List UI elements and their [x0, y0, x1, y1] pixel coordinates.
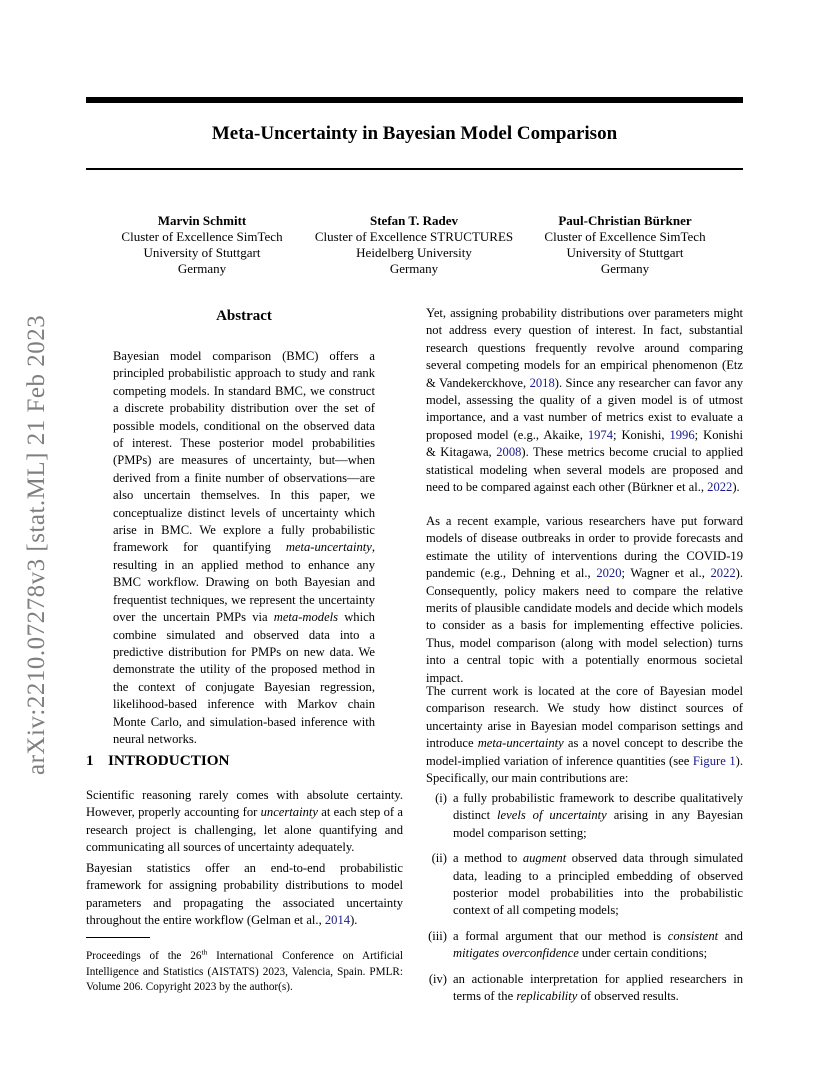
list-text: a method to augment observed data through simulated data, leading to a principled embedding of observed posterior model probabilities into the probabilistic context of all competing models;	[453, 851, 743, 918]
author-block	[510, 213, 740, 277]
abstract-heading: Abstract	[216, 308, 272, 324]
list-item	[426, 850, 743, 920]
paragraph: Bayesian statistics offer an end-to-end probabilistic framework for assigning probability distributions to model parameters and propagating the associated uncertainty throughout the entire workflow (Gelman et al., 2014).	[86, 861, 403, 928]
citation-link[interactable]: 2022	[710, 566, 736, 581]
list-label: (i)	[435, 791, 447, 805]
author-name: Paul-Christian Bürkner	[558, 213, 692, 228]
citation-link[interactable]: 2008	[496, 445, 522, 460]
citation-link[interactable]: 2020	[596, 566, 622, 581]
author-affiliation: Heidelberg University	[356, 245, 472, 260]
paragraph: The current work is located at the core of Bayesian model comparison research. We study how distinct sources of uncertainty arise in Bayesian model comparison settings and introduce meta-uncertainty as a novel concept to describe the model-implied variation of inference quantities (see Figure 1). Specifically, our main contributions are:	[426, 684, 743, 786]
paragraph: As a recent example, various researchers have put forward models of disease outbreaks in order to provide forecasts and estimate the utility of interventions during the COVID-19 pandemic (e.g., Dehning et al., 2020; Wagner et al., 2022). Consequently, policy makers need to compare the relative merits of plausible candidate models and decide which models to consider as a basis for implementing effective policies. Thus, model comparison (along with model selection) turns into a central topic with a potentially enormous societal impact.	[426, 514, 743, 685]
author-block	[87, 213, 317, 277]
author-affiliation: University of Stuttgart	[143, 245, 261, 260]
contribution-list	[426, 790, 743, 1013]
citation-link[interactable]: 1996	[669, 427, 695, 442]
author-country: Germany	[389, 261, 439, 276]
footnote-rule	[86, 937, 150, 938]
author-affiliation: Cluster of Excellence SimTech	[121, 229, 283, 244]
paragraph: Yet, assigning probability distributions over parameters might not address every question of interest. In fact, substantial research questions frequently revolve around comparing several competing models for an empirical phenomenon (Etz & Vandekerckhove, 2018). Since any researcher can favor any model, assessing the quality of a given model is of utmost importance, and a vast number of metrics exist to evaluate a proposed model (e.g., Akaike, 1974; Konishi, 1996; Konishi & Kitagawa, 2008). These metrics become crucial to applied statistical modeling when several models are proposed and need to be compared against each other (Bürkner et al., 2022).	[426, 306, 743, 495]
list-label: (iv)	[428, 971, 447, 986]
figure-link[interactable]: Figure 1	[692, 753, 736, 768]
section-heading: 1 INTRODUCTION	[86, 752, 230, 769]
title-rule-bottom	[86, 168, 743, 170]
list-text: a formal argument that our method is consistent and mitigates overconfidence under certain conditions;	[453, 928, 743, 961]
paper-title: Meta-Uncertainty in Bayesian Model Comparison	[211, 123, 618, 144]
author-affiliation: Cluster of Excellence SimTech	[544, 229, 706, 244]
list-item	[426, 790, 743, 842]
author-affiliation: Cluster of Excellence STRUCTURES	[314, 229, 514, 244]
citation-link[interactable]: 2022	[707, 480, 733, 495]
author-block	[299, 213, 529, 277]
author-name: Marvin Schmitt	[157, 213, 247, 228]
list-item	[426, 971, 743, 1006]
citation-link[interactable]: 2018	[529, 375, 555, 390]
title-rule-top	[86, 97, 743, 103]
arxiv-stamp: arXiv:2210.07278v3 [stat.ML] 21 Feb 2023	[23, 314, 50, 775]
list-label: (ii)	[431, 851, 447, 866]
list-text: an actionable interpretation for applied researchers in terms of the replicability of observed results.	[453, 971, 743, 1004]
author-country: Germany	[177, 261, 227, 276]
footnote: Proceedings of the 26th International Conference on Artificial Intelligence and Statistics (AISTATS) 2023, Valencia, Spain. PMLR: Volume 206. Copyright 2023 by the author(s).	[86, 947, 403, 994]
list-text: a fully probabilistic framework to describe qualitatively distinct levels of uncertainty arising in any Bayesian model comparison setting;	[453, 791, 744, 840]
author-name: Stefan T. Radev	[370, 213, 458, 228]
list-label: (iii)	[428, 928, 447, 943]
author-affiliation: University of Stuttgart	[566, 245, 684, 260]
paragraph: Scientific reasoning rarely comes with absolute certainty. However, properly accounting for uncertainty at each step of a research project is challenging, let alone quantifying and communicating all sources of uncertainty adequately.	[86, 788, 403, 855]
abstract-body: Bayesian model comparison (BMC) offers a principled probabilistic approach to study and rank competing models. In standard BMC, we construct a discrete probability distribution over the set of possible models, conditional on the observed data of interest. These posterior model probabilities (PMPs) are measures of uncertainty, but—when derived from a finite number of observations—are also uncertain themselves. In this paper, we conceptualize distinct levels of uncertainty which arise in BMC. We explore a fully probabilistic framework for quantifying meta-uncertainty, resulting in an applied method to enhance any BMC workflow. Drawing on both Bayesian and frequentist techniques, we represent the uncertainty over the uncertain PMPs via meta-models which combine simulated and observed data into a predictive distribution for PMPs on new data. We demonstrate the utility of the proposed method in the context of conjugate Bayesian regression, likelihood-based inference with Markov chain Monte Carlo, and simulation-based inference with neural networks.	[113, 349, 375, 746]
author-country: Germany	[600, 261, 650, 276]
list-item	[426, 928, 743, 963]
citation-link[interactable]: 2014	[324, 913, 351, 928]
citation-link[interactable]: 1974	[587, 427, 613, 442]
